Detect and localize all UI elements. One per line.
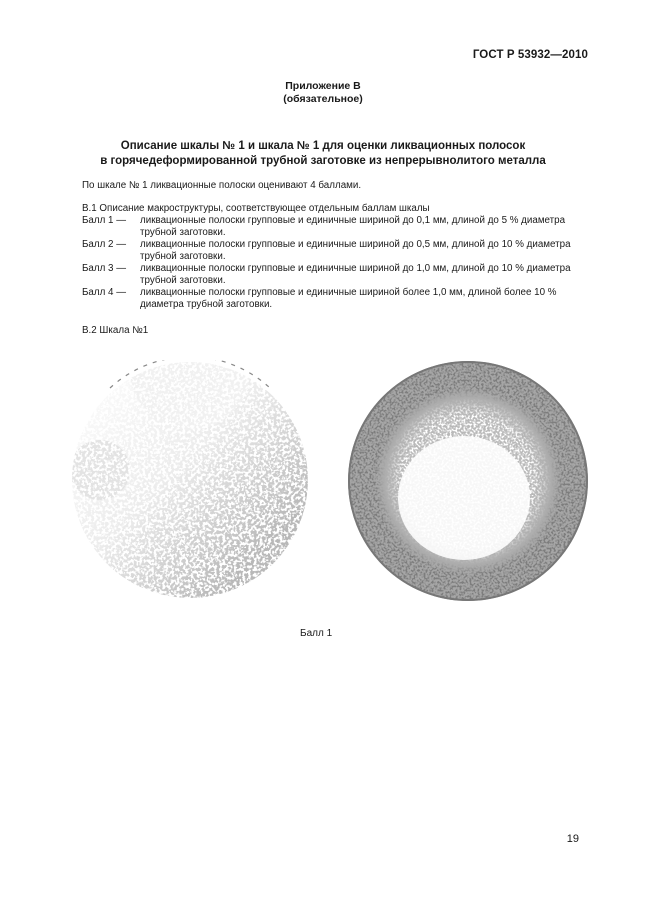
annex-title: Приложение В — [285, 80, 361, 92]
standard-number: ГОСТ Р 53932—2010 — [472, 49, 588, 61]
grade-description-cont: трубной заготовки. — [140, 251, 226, 262]
grade-label: Балл 1 — — [82, 215, 126, 226]
specimen-photos — [60, 360, 600, 610]
grade-item-2 — [82, 239, 590, 263]
grade-description: ликвационные полоски групповые и единичные шириной до 1,0 мм, длиной до 10 % диаметра — [140, 263, 571, 274]
grade-description: ликвационные полоски групповые и единичные шириной более 1,0 мм, длиной более 10 % — [140, 287, 557, 298]
grade-label: Балл 4 — — [82, 287, 126, 298]
section-heading — [0, 139, 646, 168]
grade-label: Балл 3 — — [82, 263, 126, 274]
page-number: 19 — [566, 833, 579, 845]
heading-line-1: Описание шкалы № 1 и шкала № 1 для оценки ликвационных полосок — [120, 140, 526, 152]
grade-description-cont: трубной заготовки. — [140, 227, 226, 238]
grade-description: ликвационные полоски групповые и единичные шириной до 0,5 мм, длиной до 10 % диаметра — [140, 239, 571, 250]
figure-caption: Балл 1 — [300, 628, 333, 639]
intro-paragraph: По шкале № 1 ликвационные полоски оценивают 4 баллами. — [82, 180, 362, 191]
grade-item-1 — [82, 215, 590, 239]
specimen-left — [60, 360, 330, 610]
grade-description-cont: диаметра трубной заготовки. — [140, 299, 273, 310]
annex-status: (обязательное) — [283, 93, 363, 105]
grade-item-3 — [82, 263, 590, 287]
grade-description-cont: трубной заготовки. — [140, 275, 226, 286]
specimen-right — [348, 360, 600, 610]
grade-item-4 — [82, 287, 590, 311]
grade-label: Балл 2 — — [82, 239, 126, 250]
section-b2-title: В.2 Шкала №1 — [82, 325, 149, 336]
annex-block — [0, 80, 646, 106]
section-b1-title: В.1 Описание макроструктуры, соответствующее отдельным баллам шкалы — [82, 203, 430, 214]
grade-description: ликвационные полоски групповые и единичные шириной до 0,1 мм, длиной до 5 % диаметра — [140, 215, 566, 226]
heading-line-2: в горячедеформированной трубной заготовке из непрерывнолитого металла — [100, 154, 546, 167]
